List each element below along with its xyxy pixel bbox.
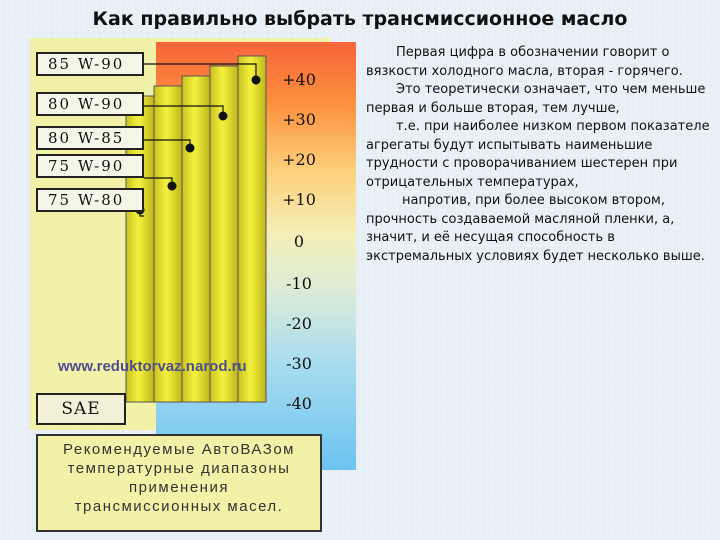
caption-line: применения (129, 479, 229, 496)
temp-label-minus10: -10 (286, 274, 312, 293)
temp-label-plus20: +20 (282, 150, 316, 169)
grade-label-75w90: 75 W-90 (36, 154, 144, 178)
grade-bar-85w90 (238, 56, 266, 402)
temp-label-minus20: -20 (286, 314, 312, 333)
grade-label-80w90: 80 W-90 (36, 92, 144, 116)
marker-80w85 (186, 144, 195, 153)
temp-label-zero: 0 (293, 232, 305, 251)
grade-bar-75w90 (154, 86, 182, 402)
grade-label-75w80: 75 W-80 (36, 188, 144, 212)
paragraph-1: Первая цифра в обозначении говорит о вязкости холодного масла, вторая - горячего. (366, 45, 683, 79)
paragraph-2: Это теоретически означает, что чем меньше первая и больше вторая, тем лучше, (366, 82, 706, 116)
marker-80w90 (219, 112, 228, 121)
marker-75w90 (168, 182, 177, 191)
marker-85w90 (252, 76, 261, 85)
temp-label-plus30: +30 (282, 110, 316, 129)
temp-label-minus30: -30 (286, 354, 312, 373)
watermark-url: www.reduktorvaz.narod.ru (58, 358, 247, 375)
grade-label-80w85: 80 W-85 (36, 126, 144, 150)
slide-title: Как правильно выбрать трансмиссионное масло (92, 8, 628, 30)
paragraph-3: т.е. при наиболее низком первом показателе агрегаты будут испытывать наименьшие трудности с проворачиванием шестерен при отрицательных температурах, (366, 119, 710, 190)
explanation-text (366, 44, 716, 266)
paragraph-4: напротив, при более высоком втором, прочность создаваемой масляной пленки, а, значит, и её несущая способность в экстремальных условиях будет несколько выше. (366, 193, 705, 264)
caption-line: трансмиссионных масел. (74, 498, 284, 515)
temp-label-minus40: -40 (286, 394, 312, 413)
grade-label-85w90: 85 W-90 (36, 52, 144, 76)
chart-caption (36, 434, 322, 532)
temp-label-plus10: +10 (282, 190, 316, 209)
temp-label-plus40: +40 (282, 70, 316, 89)
grade-bar-80w85 (182, 76, 210, 402)
caption-line: Рекомендуемые АвтоВАЗом (63, 441, 295, 458)
caption-line: температурные диапазоны (67, 460, 291, 477)
sae-label: SAE (36, 393, 126, 425)
